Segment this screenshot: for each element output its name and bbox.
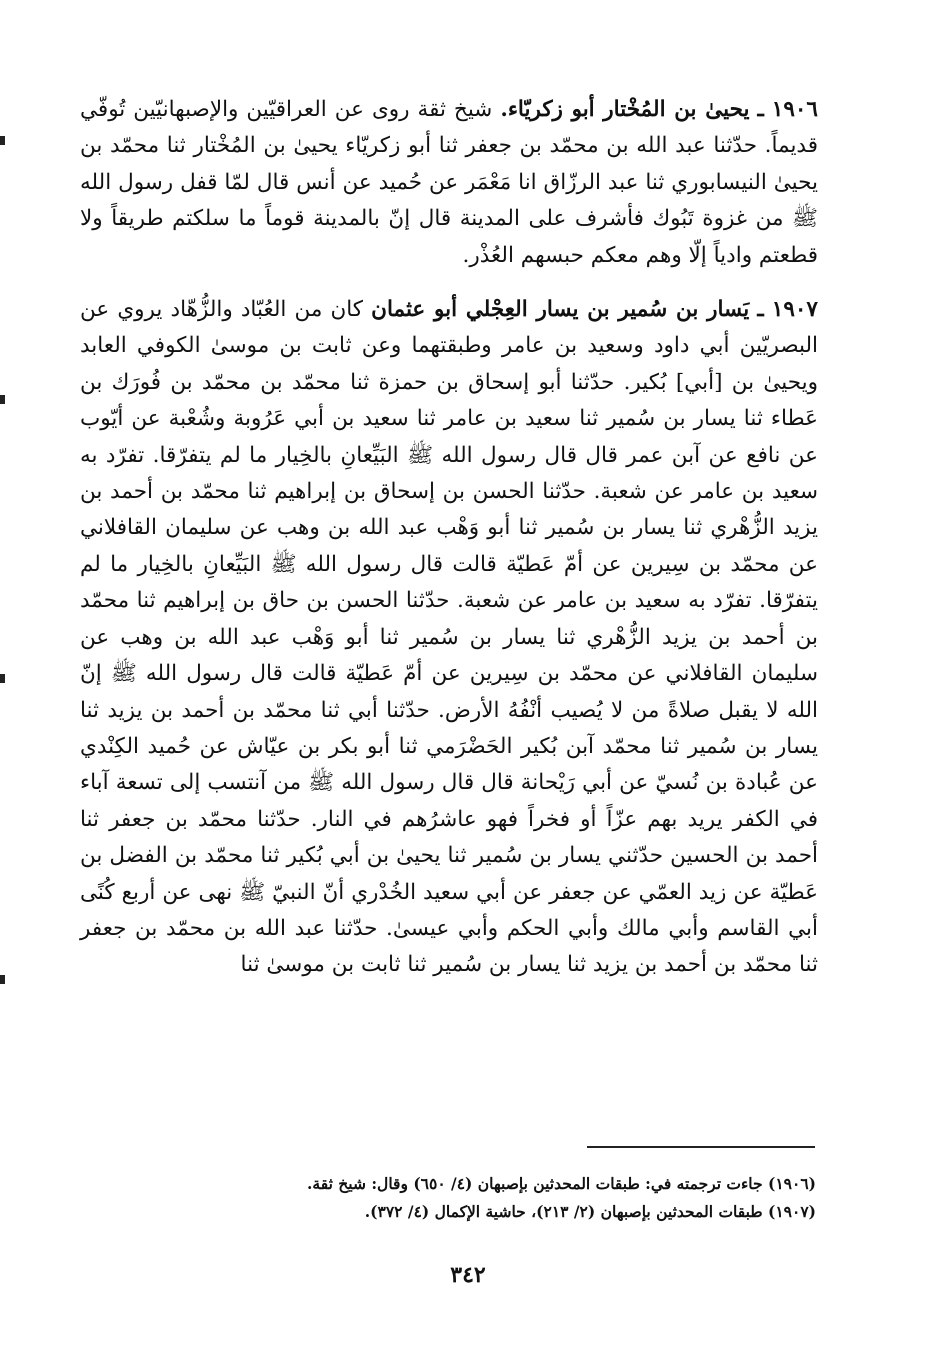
footnote-divider [587,1146,815,1148]
margin-mark [0,136,5,145]
entry-number: ١٩٠٧ [771,297,818,323]
entry-number: ١٩٠٦ [771,97,818,122]
entry-body: كان من العُبّاد والزُّهّاد يروي عن البصريّين أبي داود وسعيد بن عامر وطبقتهما وعن ثابت بن موسىٰ الكوفي العابد ويحيىٰ بن [أبي] بُكير. حدّثنا أبو إسحاق بن حمزة ثنا محمّد بن محمّد بن فُورَك بن عَطاء ثنا يسار بن سُمير ثنا سعيد بن عامر ثنا سعيد بن أبي عَرُوبة وشُعْبة عن أيّوب عن نافع عن آبن عمر قال قال رسول الله ﷺ البَيِّعانِ بالخِيار ما لم يتفرّقا. تفرّد به سعيد بن عامر عن شعبة. حدّثنا الحسن بن إسحاق بن إبراهيم ثنا محمّد بن أحمد بن يزيد الزُّهْري ثنا يسار بن سُمير ثنا أبو وَهْب عبد الله بن وهب عن سليمان القافلاني عن محمّد بن سِيرين عن أمّ عَطيّة قالت قال رسول الله ﷺ البَيِّعانِ بالخِيار ما لم يتفرّقا. تفرّد به سعيد بن عامر عن شعبة. حدّثنا الحسن بن حاق بن إبراهيم ثنا محمّد بن أحمد بن يزيد الزُّهْري ثنا يسار بن سُمير ثنا أبو وَهْب عبد الله بن وهب عن سليمان القافلاني عن محمّد بن سِيرين عن أمّ عَطيّة قالت قال رسول الله ﷺ إنّ الله لا يقبل صلاةً من لا يُصيب أنْفُهُ الأرض. حدّثنا أبي ثنا محمّد بن أحمد بن يزيد ثنا يسار بن سُمير ثنا محمّد آبن بُكير الحَضْرَمي ثنا أبو بكر بن عيّاش عن حُميد الكِنْدي عن عُبادة بن نُسيّ عن أبي رَيْحانة قال قال رسول الله ﷺ من آنتسب إلى تسعة آباء في الكفر يريد بهم عزّاً أو فخراً فهو عاشرُهم في النار. حدّثنا محمّد بن جعفر ثنا أحمد بن الحسين حدّثني يسار بن سُمير ثنا يحيىٰ بن أبي بُكير ثنا محمّد بن الفضل بن عَطيّة عن زيد العمّي عن جعفر عن أبي سعيد الخُدْري أنّ النبيّ ﷺ نهى عن أربع كُنًى أبي القاسم وأبي مالك وأبي الحكم وأبي عيسىٰ. حدّثنا عبد الله بن محمّد بن جعفر ثنا محمّد بن أحمد بن يزيد ثنا يسار بن سُمير ثنا ثابت بن موسىٰ ثنا [80,297,818,978]
entry-body: شيخ ثقة روى عن العراقيّين والإصبهانيّين تُوفّي قديماً. حدّثنا عبد الله بن محمّد بن جعفر ثنا أبو زكريّاء يحيىٰ بن المُخْتار ثنا محمّد بن يحيىٰ النيسابوري ثنا عبد الرزّاق انا مَعْمَر عن حُميد عن أنس قال لمّا قفل رسول الله ﷺ من غزوة تَبُوك فأشرف على المدينة قال إنّ بالمدينة قوماً ما سلكتم طريقاً ولا قطعتم وادياً إلّا وهم معكم حبسهم العُذْر. [80,97,818,268]
entry-dash: ـ [757,297,764,323]
margin-mark [0,975,5,984]
entry-heading: يحيىٰ بن المُخْتار أبو زكريّاء. [500,97,750,122]
margin-mark [0,674,5,683]
margin-mark [0,395,5,404]
entry-1907 [80,292,818,984]
page-body [80,92,818,1002]
footnote-1906: (١٩٠٦) جاءت ترجمته في: طبقات المحدثين بإصبهان (٤/ ٦٥٠) وقال: شيخ ثقة. [307,1174,816,1193]
footnotes [140,1170,816,1226]
entry-dash: ـ [757,97,764,122]
footnote-1907: (١٩٠٧) طبقات المحدثين بإصبهان (٢/ ٢١٣)، حاشية الإكمال (٤/ ٣٧٢). [364,1202,816,1221]
entry-heading: يَسار بن سُمير بن يسار العِجْلي أبو عثمان [371,297,750,323]
entry-1906 [80,92,818,274]
page-number: ٣٤٢ [450,1262,486,1288]
